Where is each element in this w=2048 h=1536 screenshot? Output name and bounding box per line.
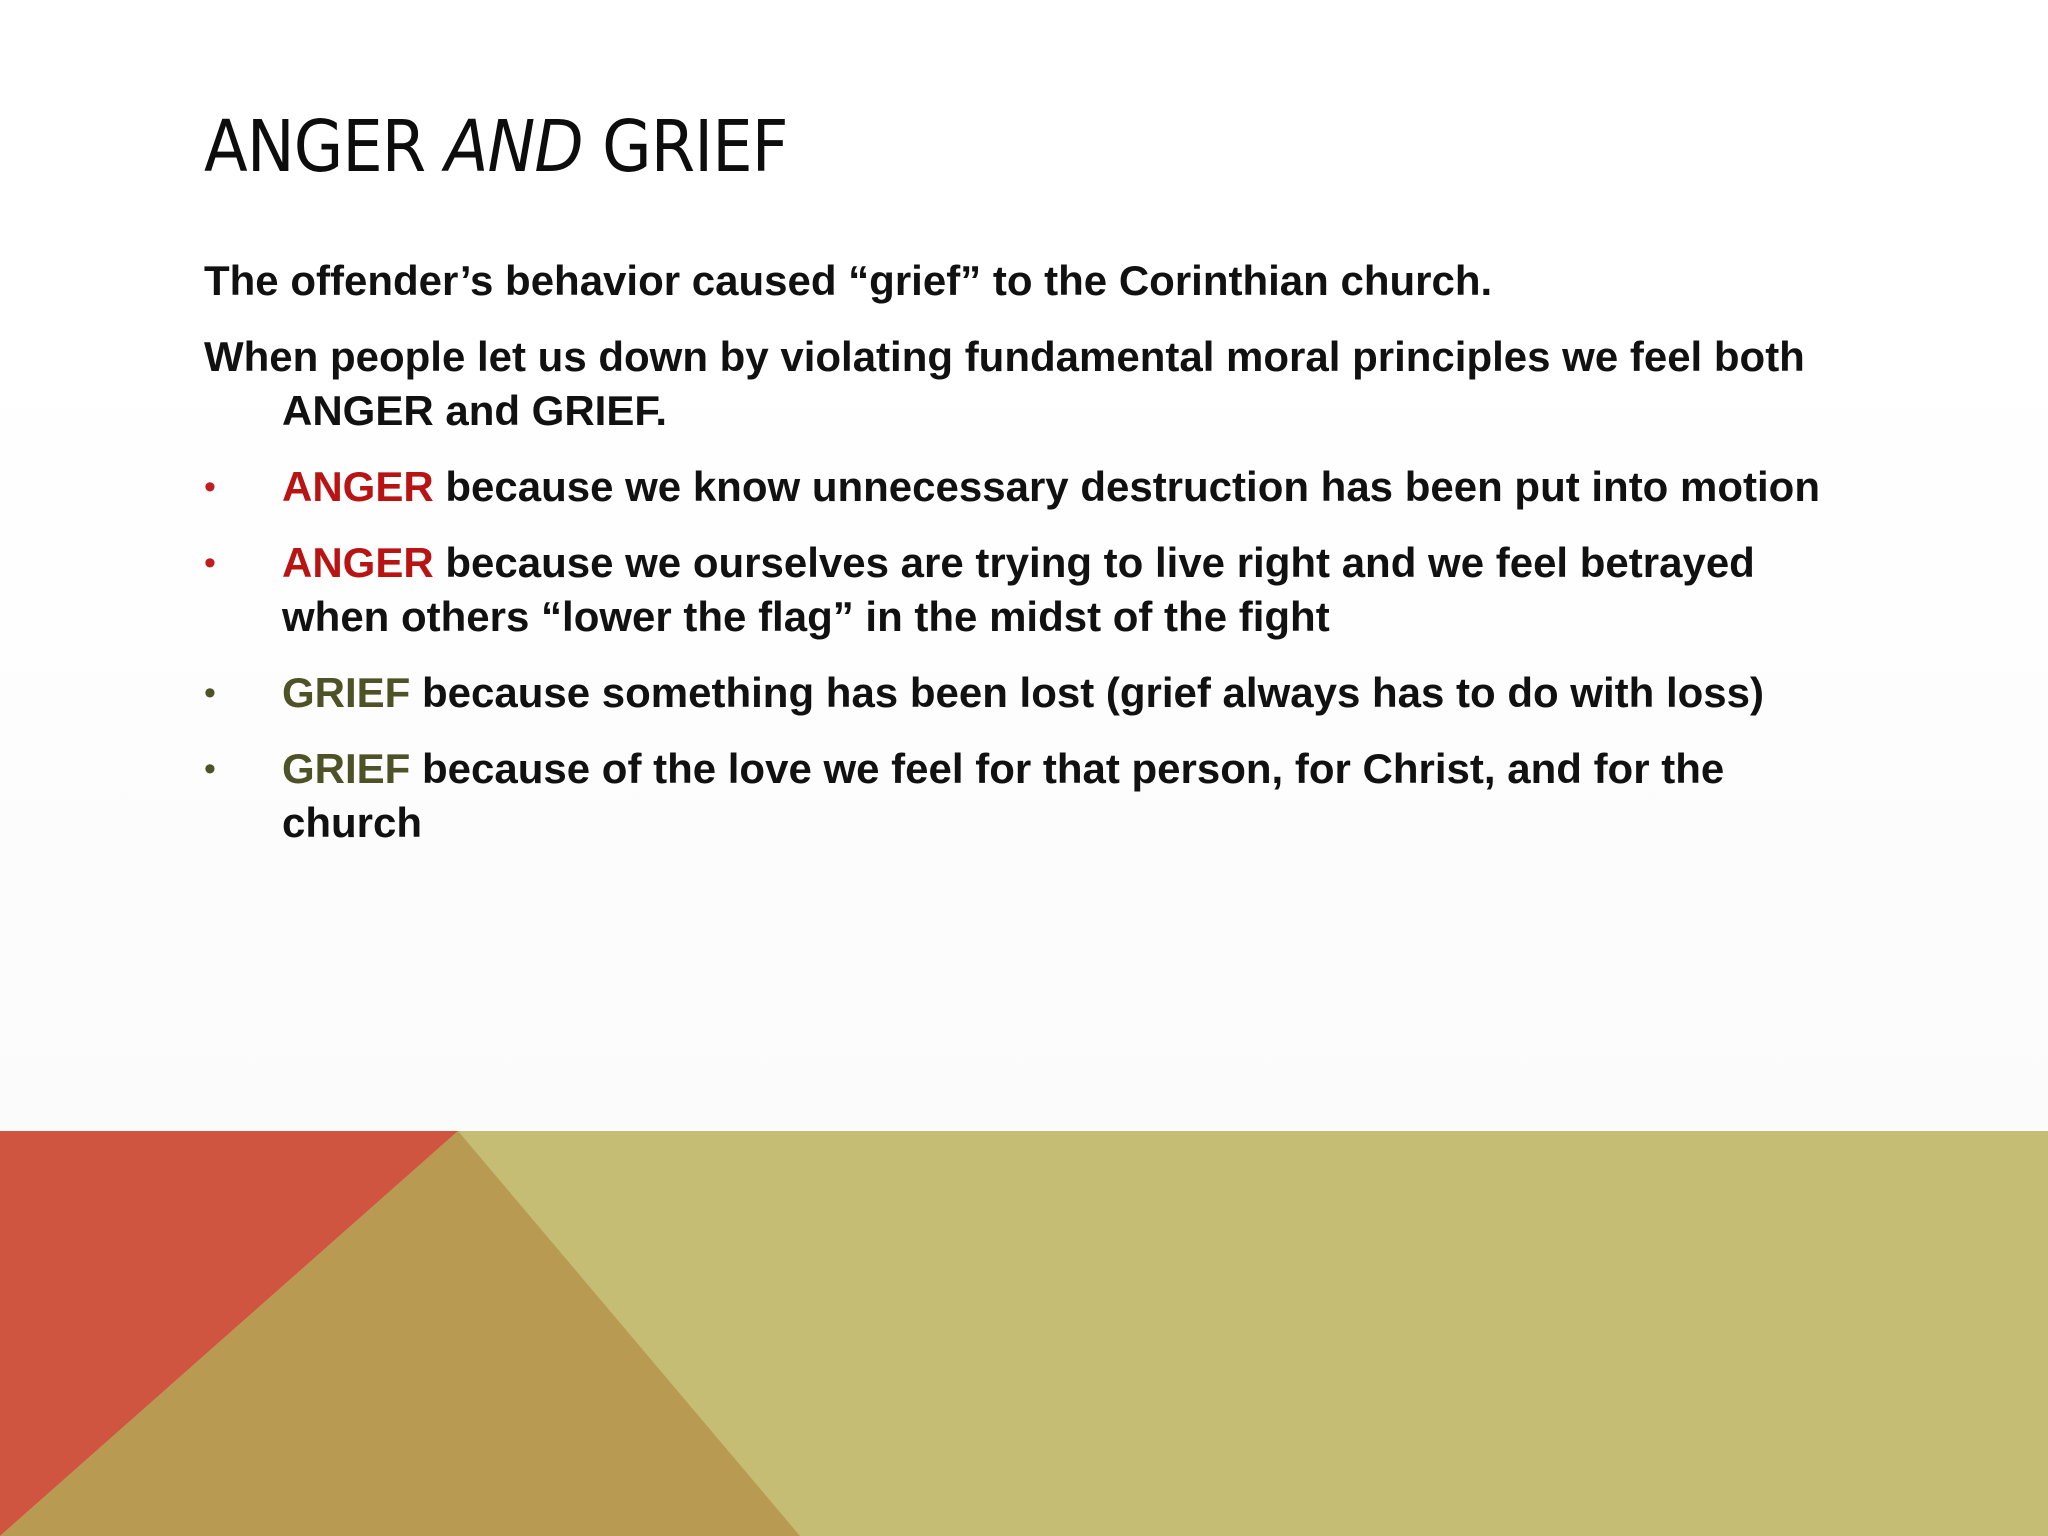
paragraph-people-let-us-down: When people let us down by violating fundamental moral principles we feel both ANGER and GRIEF. [204,333,1805,434]
bullet-item-anger-betrayed [204,536,1864,644]
bullet-marker: • [204,544,216,582]
bullet-marker: • [204,750,216,788]
bullet-marker: • [204,674,216,712]
title-part-and: AND [444,105,583,188]
bullet-text: because we know unnecessary destruction has been put into motion [433,463,1820,510]
slide-title [204,105,788,188]
title-part-anger: ANGER [204,105,445,188]
bullet-text: because something has been lost (grief always has to do with loss) [410,669,1764,716]
slide-body [204,254,1864,872]
bullet-keyword-grief: GRIEF [282,669,411,716]
bullet-keyword-grief: GRIEF [282,745,411,792]
bullet-item-grief-loss [204,666,1864,720]
bullet-item-grief-love [204,742,1864,850]
bullet-keyword-anger: ANGER [282,463,434,510]
paragraph-offender: The offender’s behavior caused “grief” to the Corinthian church. [204,257,1493,304]
bullet-marker: • [204,468,216,506]
title-part-grief: GRIEF [582,105,788,188]
bullet-keyword-anger: ANGER [282,539,434,586]
bullet-item-anger-destruction [204,460,1864,514]
bullet-text: because we ourselves are trying to live right and we feel betrayed when others “lower the flag” in the midst of the fight [282,539,1755,640]
bullet-text: because of the love we feel for that person, for Christ, and for the church [282,745,1725,846]
